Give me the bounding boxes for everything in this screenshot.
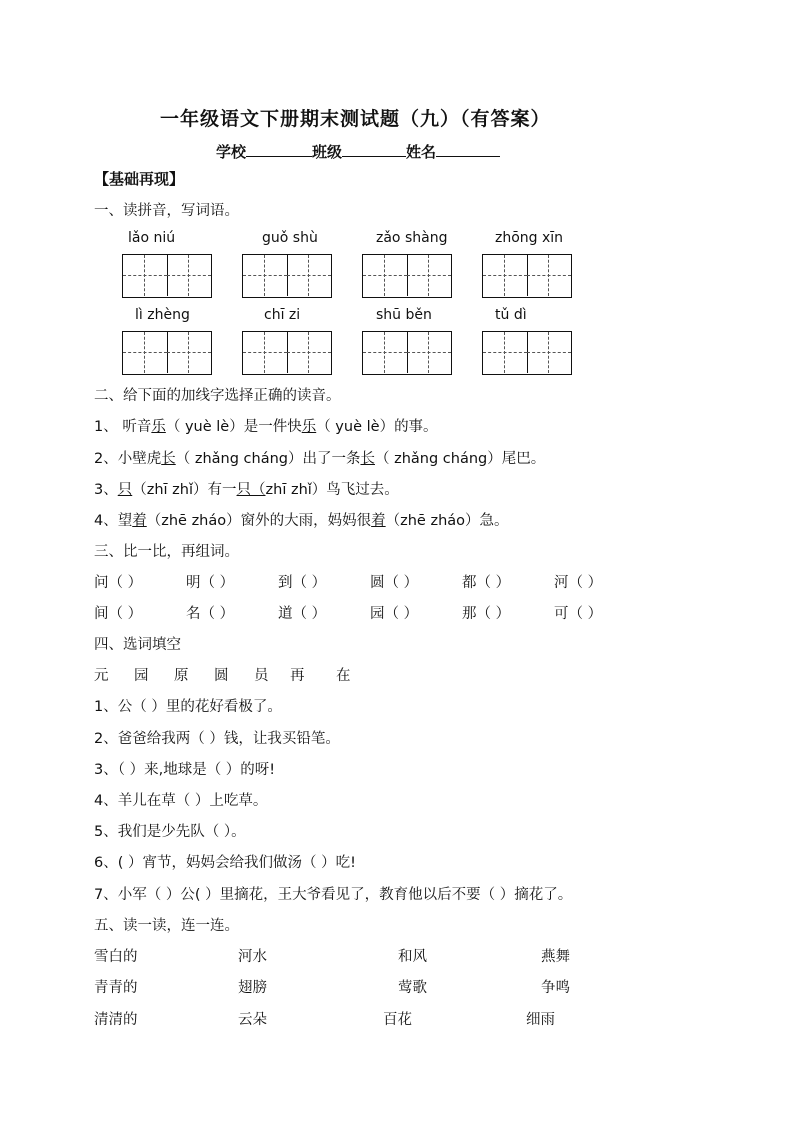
word-bank-item: 再 <box>290 668 305 684</box>
writing-grid[interactable] <box>122 254 212 298</box>
q3-word: 到（ ） <box>278 575 327 591</box>
underlined-char: 着 <box>371 513 386 529</box>
q2-item <box>94 509 509 530</box>
underlined-char: 乐 <box>301 419 317 435</box>
underlined-char: 只 <box>117 482 133 498</box>
word-bank-item: 员 <box>254 668 269 684</box>
match-word[interactable]: 河水 <box>238 949 267 965</box>
underlined-char: 着 <box>132 513 147 529</box>
name-blank[interactable] <box>436 142 500 157</box>
q3-word: 问（ ） <box>94 575 143 591</box>
pinyin-tudi: tǔ dì <box>495 307 527 323</box>
item-text: （ zhǎng cháng）尾巴。 <box>374 451 546 467</box>
writing-grid[interactable] <box>362 254 452 298</box>
writing-grid[interactable] <box>362 331 452 375</box>
name-label: 姓名 <box>406 143 437 161</box>
q3-heading: 三、比一比，再组词。 <box>94 544 239 560</box>
match-word[interactable]: 燕舞 <box>541 949 570 965</box>
item-text: 4、望 <box>94 513 133 529</box>
match-word[interactable]: 雪白的 <box>94 949 138 965</box>
q2-heading: 二、给下面的加线字选择正确的读音。 <box>94 388 341 404</box>
q1-heading: 一、读拼音，写词语。 <box>94 203 239 219</box>
writing-grid[interactable] <box>482 254 572 298</box>
item-text: （zhī zhǐ）有一 <box>132 482 237 498</box>
item-text: 2、小壁虎 <box>94 451 162 467</box>
page-title: 一年级语文下册期末测试题（九）（有答案） <box>160 108 551 130</box>
match-word[interactable]: 清清的 <box>94 1012 138 1028</box>
word-bank-item: 原 <box>174 668 189 684</box>
school-blank[interactable] <box>246 142 312 157</box>
pinyin-lizheng: lì zhèng <box>135 307 190 323</box>
match-word[interactable]: 争鸣 <box>541 980 570 996</box>
item-text: （ yuè lè）是一件快 <box>165 419 302 435</box>
pinyin-zaoshang: zǎo shàng <box>376 230 448 246</box>
underlined-char: 长 <box>161 451 176 467</box>
class-blank[interactable] <box>342 142 406 157</box>
q4-heading: 四、选词填空 <box>94 637 181 653</box>
q4-item: 2、爸爸给我两（ ）钱，让我买铅笔。 <box>94 731 340 747</box>
q4-item: 3、（ ）来,地球是（ ）的呀! <box>94 762 276 778</box>
q3-word: 那（ ） <box>462 606 511 622</box>
q4-item: 4、羊儿在草（ ）上吃草。 <box>94 793 268 809</box>
q4-item: 5、我们是少先队（ ）。 <box>94 824 246 840</box>
item-text: （zhē zháo）窗外的大雨，妈妈很 <box>146 513 372 529</box>
q5-heading: 五、读一读，连一连。 <box>94 918 239 934</box>
word-bank-item: 园 <box>134 668 149 684</box>
underlined-char: 长 <box>360 451 375 467</box>
pinyin-chizi: chī zi <box>264 307 301 323</box>
match-word[interactable]: 云朵 <box>238 1012 267 1028</box>
word-bank-item: 圆 <box>214 668 229 684</box>
q3-word: 名（ ） <box>186 606 235 622</box>
item-text: 1、 听音 <box>94 419 152 435</box>
item-text: 3、 <box>94 482 118 498</box>
section-header: 【基础再现】 <box>94 170 185 188</box>
q4-item: 1、公（ ）里的花好看极了。 <box>94 699 282 715</box>
item-text: （ yuè lè）的事。 <box>316 419 438 435</box>
underlined-char: 乐 <box>151 419 166 435</box>
q4-item: 6、( ）宵节，妈妈会给我们做汤（ ）吃! <box>94 855 356 871</box>
q3-word: 明（ ） <box>186 575 235 591</box>
writing-grid[interactable] <box>242 331 332 375</box>
pinyin-zhongxin: zhōng xīn <box>495 230 564 246</box>
item-text: （zhē zháo）急。 <box>385 513 509 529</box>
school-label: 学校 <box>216 143 247 161</box>
student-info-line <box>216 141 500 162</box>
q3-word: 园（ ） <box>370 606 419 622</box>
q2-item <box>94 447 545 468</box>
q3-word: 道（ ） <box>278 606 327 622</box>
q3-word: 河（ ） <box>554 575 603 591</box>
match-word[interactable]: 青青的 <box>94 980 138 996</box>
q2-item <box>94 478 399 499</box>
item-text: （ zhǎng cháng）出了一条 <box>175 451 361 467</box>
match-word[interactable]: 细雨 <box>526 1012 555 1028</box>
writing-grid[interactable] <box>482 331 572 375</box>
word-bank-item: 在 <box>336 668 351 684</box>
q2-item <box>94 415 438 436</box>
pinyin-laoniu: lǎo niú <box>128 230 176 246</box>
match-word[interactable]: 百花 <box>383 1012 412 1028</box>
match-word[interactable]: 莺歌 <box>398 980 427 996</box>
underlined-char: 只（ <box>236 482 266 498</box>
q4-item: 7、小军（ ）公( ）里摘花，王大爷看见了，教育他以后不要（ ）摘花了。 <box>94 887 573 903</box>
match-word[interactable]: 和风 <box>398 949 427 965</box>
match-word[interactable]: 翅膀 <box>238 980 267 996</box>
q3-word: 都（ ） <box>462 575 511 591</box>
q3-word: 可（ ） <box>554 606 603 622</box>
writing-grid[interactable] <box>122 331 212 375</box>
class-label: 班级 <box>312 143 343 161</box>
writing-grid[interactable] <box>242 254 332 298</box>
item-text: zhī zhǐ）鸟飞过去。 <box>265 482 399 498</box>
pinyin-guoshu: guǒ shù <box>262 230 318 246</box>
q3-word: 间（ ） <box>94 606 143 622</box>
pinyin-shuben: shū běn <box>376 307 432 323</box>
word-bank-item: 元 <box>94 668 109 684</box>
q3-word: 圆（ ） <box>370 575 419 591</box>
